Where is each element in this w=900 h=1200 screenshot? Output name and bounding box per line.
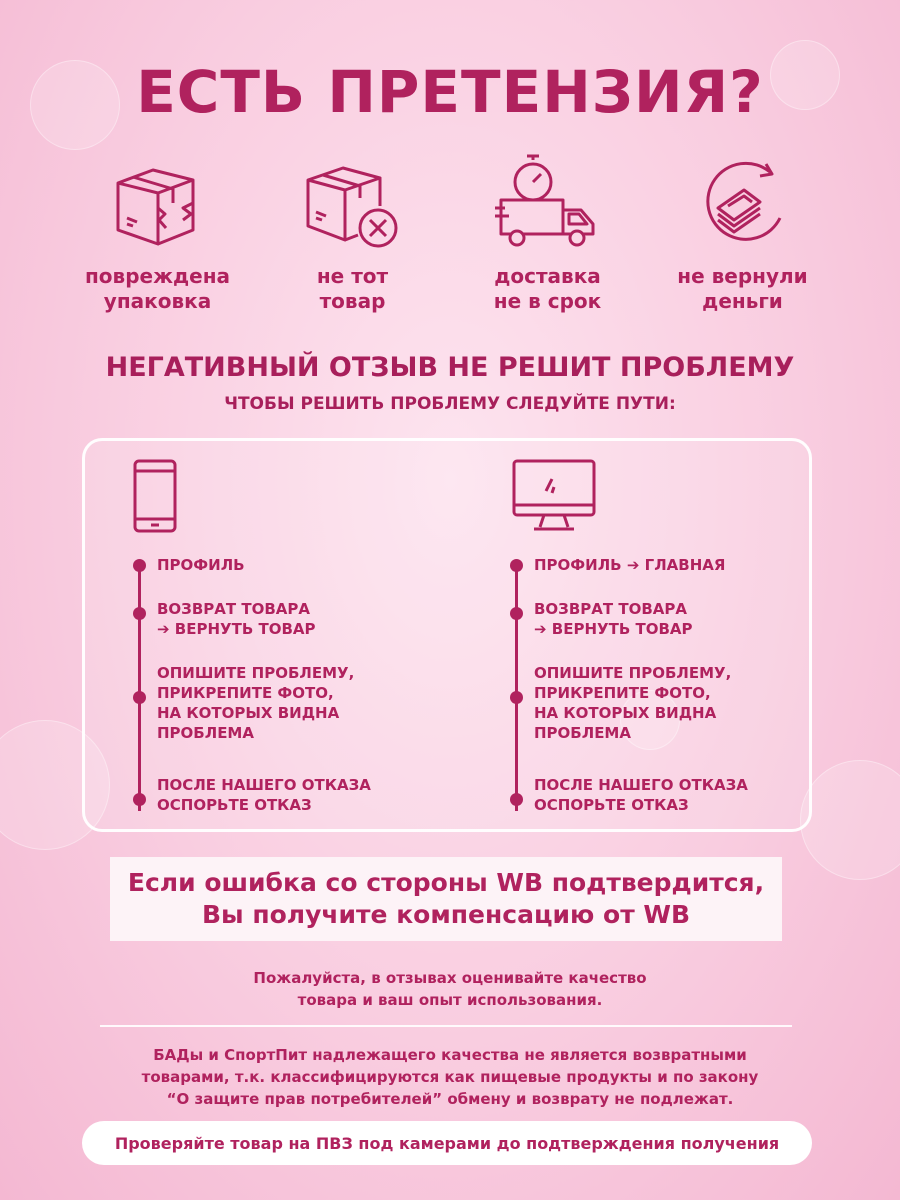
issue-money-not-returned — [645, 148, 840, 314]
timeline-dot — [510, 559, 523, 572]
step-text: ВОЗВРАТ ТОВАРА ➔ ВЕРНУТЬ ТОВАР — [157, 600, 316, 638]
smartphone-icon — [133, 459, 223, 537]
issue-label: повреждена упаковка — [84, 264, 231, 313]
desktop-path — [510, 459, 830, 819]
step-text: ПРОФИЛЬ ➔ ГЛАВНАЯ — [534, 556, 726, 574]
timeline-dot — [133, 793, 146, 806]
step-text: ВОЗВРАТ ТОВАРА ➔ ВЕРНУТЬ ТОВАР — [534, 600, 693, 638]
issue-damaged-packaging — [60, 148, 255, 314]
timeline-dot — [510, 607, 523, 620]
step-text: ПРОФИЛЬ — [157, 556, 245, 574]
divider — [100, 1025, 792, 1027]
step-text: ПОСЛЕ НАШЕГО ОТКАЗА ОСПОРЬТЕ ОТКАЗ — [157, 776, 371, 814]
timeline-dot — [133, 559, 146, 572]
timeline-dot — [510, 793, 523, 806]
step-text: ОПИШИТЕ ПРОБЛЕМУ, ПРИКРЕПИТЕ ФОТО, НА КОТОРЫХ ВИДНА ПРОБЛЕМА — [534, 664, 732, 742]
issue-label: не тот товар — [316, 264, 389, 313]
money-return-icon — [688, 148, 798, 258]
return-disclaimer: БАДы и СпортПит надлежащего качества не является возвратными товарами, т.к. классифицируются как пищевые продукты и по закону “О защите прав потребителей” обмену и возврату не подлежат. — [141, 1046, 759, 1108]
mobile-path — [133, 459, 453, 819]
instructions-panel — [82, 438, 812, 832]
timeline-dot — [133, 607, 146, 620]
delivery-truck-clock-icon — [493, 148, 603, 258]
issue-label: доставка не в срок — [493, 264, 602, 313]
timeline-line — [138, 565, 141, 811]
issue-late-delivery — [450, 148, 645, 314]
timeline-dot — [510, 691, 523, 704]
desktop-steps-timeline — [510, 556, 830, 814]
footer-tip: Проверяйте товар на ПВЗ под камерами до подтверждения получения — [82, 1121, 812, 1165]
issue-list — [60, 148, 840, 314]
issue-wrong-item — [255, 148, 450, 314]
page-title: ЕСТЬ ПРЕТЕНЗИЯ? — [136, 58, 764, 126]
review-note: Пожалуйста, в отзывах оценивайте качество товара и ваш опыт использования. — [253, 969, 647, 1009]
issue-label: не вернули деньги — [677, 264, 808, 313]
step-text: ОПИШИТЕ ПРОБЛЕМУ, ПРИКРЕПИТЕ ФОТО, НА КОТОРЫХ ВИДНА ПРОБЛЕМА — [157, 664, 355, 742]
timeline-dot — [133, 691, 146, 704]
mobile-steps-timeline — [133, 556, 453, 814]
damaged-box-icon — [103, 148, 213, 258]
wrong-box-icon — [298, 148, 408, 258]
timeline-line — [515, 565, 518, 811]
subheadline: ЧТОБЫ РЕШИТЬ ПРОБЛЕМУ СЛЕДУЙТЕ ПУТИ: — [224, 394, 676, 414]
compensation-banner: Если ошибка со стороны WB подтвердится, Вы получите компенсацию от WB — [110, 857, 782, 941]
monitor-icon — [510, 459, 600, 537]
headline: НЕГАТИВНЫЙ ОТЗЫВ НЕ РЕШИТ ПРОБЛЕМУ — [105, 352, 795, 383]
step-text: ПОСЛЕ НАШЕГО ОТКАЗА ОСПОРЬТЕ ОТКАЗ — [534, 776, 748, 814]
